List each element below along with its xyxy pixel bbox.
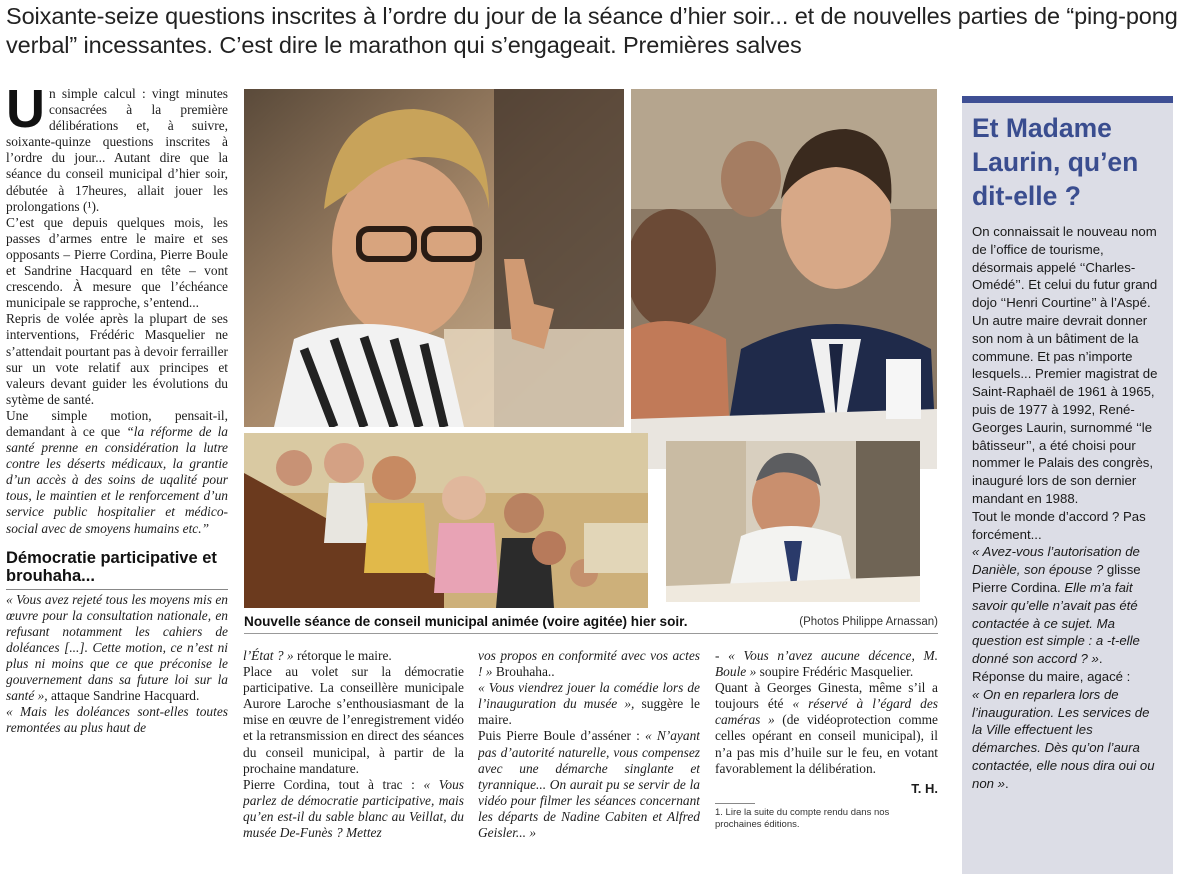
paragraph: « Mais les doléances sont-elles toutes remontées au plus haut de [6, 704, 228, 736]
photo-man-in-suit [631, 89, 937, 469]
photo-caption [244, 613, 938, 631]
drop-cap: U [6, 86, 45, 139]
paragraph: C’est que depuis quelques mois, les passes d’armes entre le maire et ses opposants – Pierre Cordina, Pierre Boule et Sandrine Hacquard en tête – vont crescendo. À mesure que l’échéance municipale se rapproche, s’entend... [6, 214, 228, 311]
paragraph: « Vous avez rejeté tous les moyens mis en œuvre pour la consultation nationale, en refusant notamment les cahiers de doléances [...]. Cette motion, ce n’est ni plus ni moins que ce que préconise le gouvernement dans sa future loi sur la santé », attaque Sandrine Hacquard. [6, 591, 228, 704]
paragraph: Une simple motion, pensait-il, demandant à ce que “la réforme de la santé prenne en considération la lutre contre les déserts médicaux, la grantie d’un accès à des soins de uqalité pour tous, le maintien et le renforcement d’un service public hospitalier et médico-social avec de smoyens humains etc.” [6, 407, 228, 536]
paragraph: Place au volet sur la démocratie participative. La conseillère municipale Aurore Laroche s’enthousiasmant de la mise en œuvre de l’enregistrement vidéo et la retransmission en direct des séances du conseil municipal, à partir de la prochaine mandature. [243, 664, 464, 776]
article-column-3 [478, 648, 700, 878]
paragraph: vos propos en conformité avec vos actes ! » Brouhaha.. [478, 648, 700, 680]
paragraph: Repris de volée après la plupart de ses interventions, Frédéric Masquelier ne s’attendait pourtant pas à devoir ferrailler sur un vote relatif aux principes et valeurs devant guider les évolutions du sytème de santé. [6, 311, 228, 407]
sidebar-title: Et Madame Laurin, qu’en dit-elle ? [972, 113, 1139, 211]
paragraph: Tout le monde d’accord ? Pas forcément... [972, 508, 1146, 542]
author-signature: T. H. [911, 780, 938, 796]
divider [244, 633, 938, 634]
sidebar-body [972, 223, 1163, 793]
article-headline: Soixante-seize questions inscrites à l’ordre du jour de la séance d’hier soir... et de nouvelles parties de “ping-pong verbal” incessantes. C’est dire le marathon qui s’engageait. Premières salves [6, 3, 1178, 58]
photo-woman-speaking [244, 89, 624, 427]
photo-credit: (Photos Philippe Arnassan) [799, 616, 938, 628]
divider [6, 589, 228, 590]
paragraph: Quant à Georges Ginesta, même s’il a toujours été « réservé à l’égard des caméras » (de vidéoprotection comme celles opérant en conseil municipal), il n’a pas mis d’huile sur le feu, en votant favorablement la délibération. [715, 680, 938, 776]
photo-audience [244, 433, 648, 608]
paragraph: Un autre maire devrait donner son nom à un bâtiment de la commune. Et pas n’importe lesquels... Premier magistrat de Saint-Raphaël de 1961 à 1965, puis de 1977 à 1992, René-Georges Laurin, surnommé ‘‘le bâtisseur’’, a été choisi pour nommer le Palais des congrès, inauguré lors de son dernier mandant en 1988. [972, 312, 1158, 506]
article-column-4 [715, 648, 938, 878]
paragraph: « Avez-vous l’autorisation de Danièle, son épouse ? glisse Pierre Cordina. Elle m’a fait savoir qu’elle n’avait pas été contactée à ce sujet. Ma question est simple : a -t-elle donné son accord ? ». [972, 544, 1141, 667]
divider [715, 803, 755, 804]
paragraph: Pierre Cordina, tout à trac : « Vous parlez de démocratie participative, mais qu’en est-il du sable blanc au Veillat, du musée De-Funès ? Mettez [243, 776, 464, 841]
paragraph: On connaissait le nouveau nom de l’office de tourisme, désormais appelé ‘‘Charles-Omédé’’. Et celui du futur grand dojo ‘‘Henri Courtine’’ à l’Aspé. [972, 224, 1158, 311]
paragraph: « On en reparlera lors de l’inauguration. Les services de la Ville effectuent les démarches. Dès qu’on l’aura contactée, elle nous dira oui ou non ». [972, 686, 1155, 791]
paragraph: Réponse du maire, agacé : [972, 668, 1131, 684]
paragraph: Un simple calcul : vingt minutes consacrées à la première délibérations et, à suivre, soixante-quinze questions inscrites à l’ordre du jour... Autant dire que la séance du conseil municipal d’hier soir, débutée à 17heures, allait jouer les prolongations (¹). [6, 86, 228, 214]
sidebar-box [962, 96, 1173, 874]
photo-man-writing [666, 441, 920, 602]
article-column-1 [6, 86, 228, 878]
footnote: 1. Lire la suite du compte rendu dans nos prochaines éditions. [715, 806, 890, 831]
section-subheading: Démocratie participative et brouhaha... [6, 548, 217, 585]
paragraph: l’État ? » rétorque le maire. [243, 648, 392, 663]
paragraph: « Vous viendrez jouer la comédie lors de l’inauguration du musée », suggère le maire. [478, 680, 700, 728]
caption-text: Nouvelle séance de conseil municipal animée (voire agitée) hier soir. [244, 614, 688, 629]
article-column-2 [243, 648, 464, 878]
paragraph: Puis Pierre Boule d’asséner : « N’ayant pas d’autorité naturelle, vous compensez avec une démarche singlante et tyrannique... On aurait pu se servir de la vidéo pour filmer les séances concernant les départs de Nadine Cabiten et Alfred Geisler... » [478, 728, 700, 841]
paragraph: - « Vous n’avez aucune décence, M. Boule » soupire Frédéric Masquelier. [715, 648, 938, 680]
